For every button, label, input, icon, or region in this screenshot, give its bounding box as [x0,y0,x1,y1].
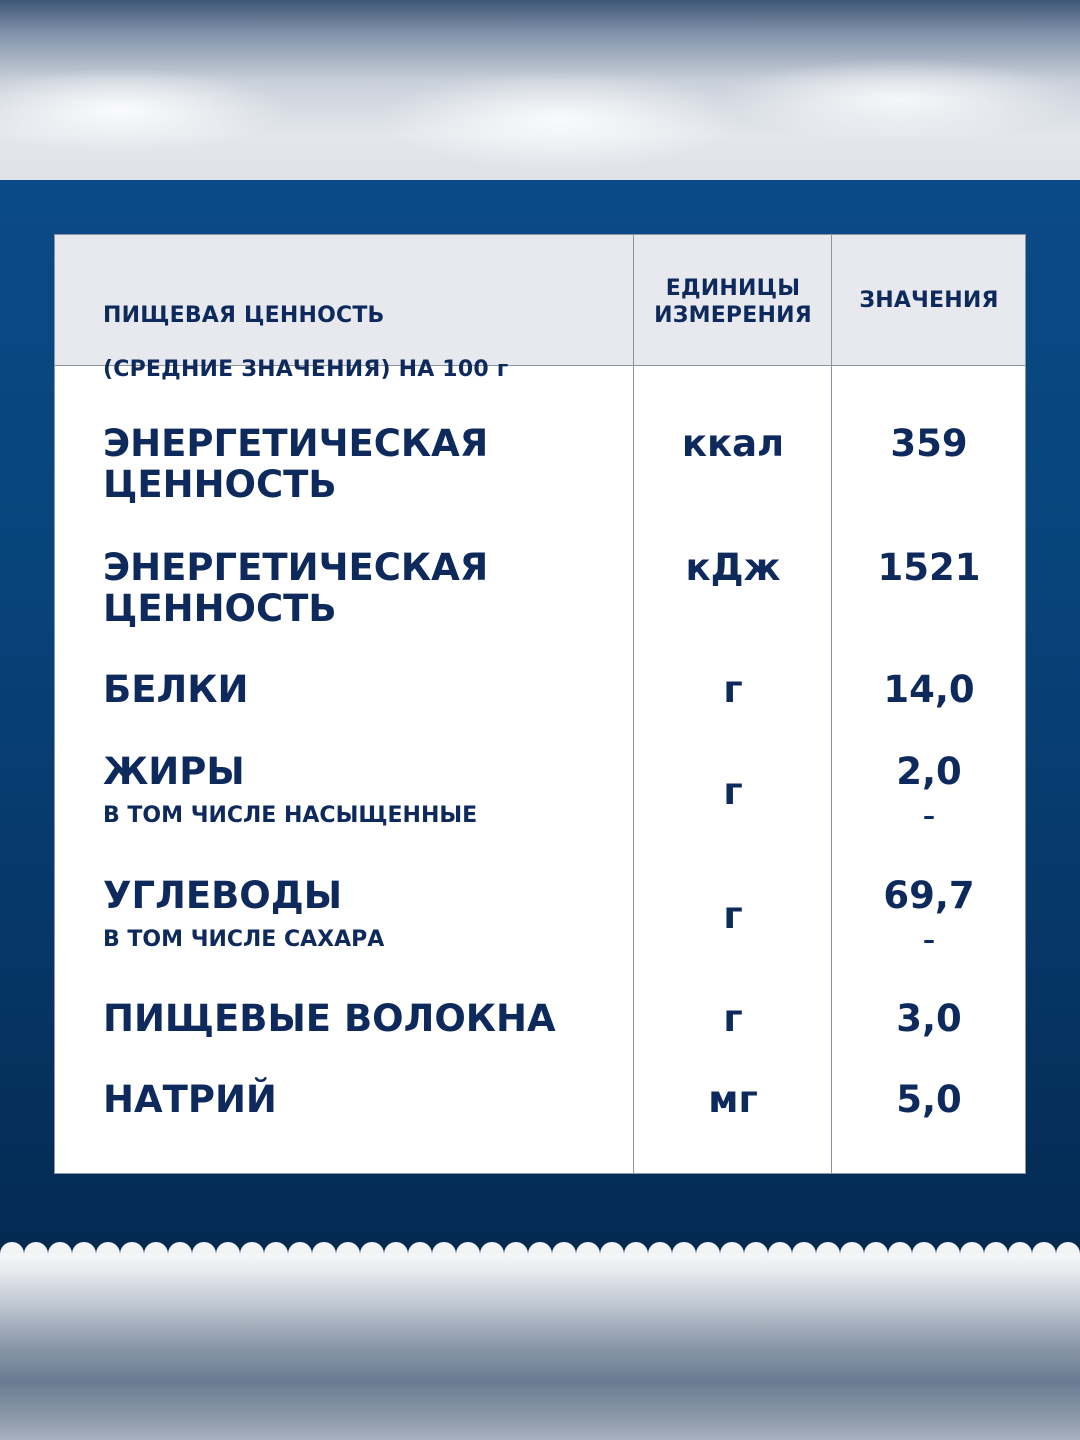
column-divider-1 [633,235,634,1173]
header-nutrition-title [103,275,623,410]
row-value: 2,0 [896,750,962,793]
row-unit: мг [708,1078,758,1121]
row-name: УГЛЕВОДЫ [103,874,343,917]
column-divider-2 [831,235,832,1173]
row-name [103,423,623,505]
row-subname: В ТОМ ЧИСЛЕ НАСЫЩЕННЫЕ [103,803,478,828]
row-value: 69,7 [883,874,975,917]
header-units-line1: ЕДИНИЦЫ [665,276,801,301]
header-units-line2: ИЗМЕРЕНИЯ [654,303,812,328]
row-value: 5,0 [896,1078,962,1121]
row-name-line1: ЭНЕРГЕТИЧЕСКАЯ [103,546,489,589]
row-subvalue: – [923,926,935,954]
row-unit: г [723,770,743,813]
top-background-blur [0,0,1080,180]
header-units [635,275,831,329]
row-name [103,547,623,629]
row-value: 359 [890,422,968,465]
row-value: 3,0 [896,997,962,1040]
header-title-line2: (СРЕДНИЕ ЗНАЧЕНИЯ) НА 100 г [103,357,509,382]
row-name-line2: ЦЕННОСТЬ [103,463,337,506]
row-name: ПИЩЕВЫЕ ВОЛОКНА [103,997,556,1040]
header-values: ЗНАЧЕНИЯ [859,288,999,313]
bottom-background-blur [0,1258,1080,1440]
row-name-line2: ЦЕННОСТЬ [103,587,337,630]
row-subvalue: – [923,802,935,830]
row-name-line1: ЭНЕРГЕТИЧЕСКАЯ [103,422,489,465]
table-header [55,235,1025,382]
row-unit: г [723,894,743,937]
row-unit: г [723,997,743,1040]
row-name: НАТРИЙ [103,1078,277,1121]
row-name: ЖИРЫ [103,750,245,793]
row-value: 1521 [877,546,981,589]
row-name: БЕЛКИ [103,668,249,711]
header-title-line1: ПИЩЕВАЯ ЦЕННОСТЬ [103,303,385,328]
row-subname: В ТОМ ЧИСЛЕ САХАРА [103,927,385,952]
row-unit: кДж [685,546,781,589]
row-unit: ккал [681,422,785,465]
row-unit: г [723,668,743,711]
row-value: 14,0 [883,668,975,711]
nutrition-table [54,234,1026,1174]
